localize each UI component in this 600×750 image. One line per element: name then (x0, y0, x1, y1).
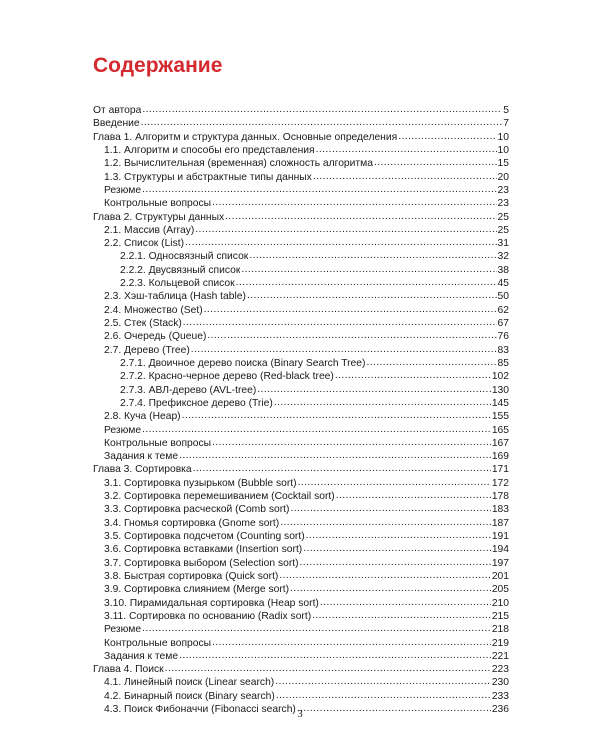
toc-entry-page: 15 (497, 158, 509, 170)
toc-leader-dots (165, 662, 491, 675)
toc-entry-page: 205 (491, 584, 509, 596)
toc-entry-label: 3.8. Быстрая сортировка (Quick sort) (104, 570, 279, 582)
toc-entry-page: 210 (491, 597, 509, 609)
toc-entry[interactable] (93, 597, 509, 610)
toc-leader-dots (212, 636, 491, 649)
toc-entry-label: 2.1. Массив (Array) (104, 224, 195, 236)
toc-leader-dots (195, 223, 496, 236)
toc-entry-page: 221 (491, 650, 509, 662)
toc-leader-dots (179, 449, 491, 462)
toc-entry-page: 233 (491, 690, 509, 702)
toc-entry-label: Глава 3. Сортировка (93, 464, 192, 476)
toc-entry-page: 20 (497, 171, 509, 183)
toc-leader-dots (241, 263, 496, 276)
toc-entry[interactable] (93, 530, 509, 543)
toc-leader-dots (335, 369, 491, 382)
toc-entry-label: 3.9. Сортировка слиянием (Merge sort) (104, 584, 290, 596)
toc-entry[interactable] (93, 290, 509, 303)
toc-leader-dots (249, 249, 496, 262)
toc-leader-dots (290, 582, 491, 595)
toc-entry-page: 67 (497, 318, 509, 329)
toc-leader-dots (179, 649, 491, 662)
toc-leader-dots (320, 596, 491, 609)
toc-entry-page: 50 (497, 291, 509, 303)
toc-leader-dots (141, 116, 503, 129)
toc-leader-dots (204, 303, 497, 316)
toc-entry-page: 62 (497, 304, 509, 316)
toc-entry[interactable] (93, 117, 509, 130)
table-of-contents (93, 104, 509, 716)
toc-entry-page: 223 (491, 664, 509, 676)
toc-entry-page: 23 (497, 184, 509, 196)
toc-entry-page: 194 (491, 544, 509, 556)
toc-entry-label: 1.3. Структуры и абстрактные типы данных (104, 171, 312, 183)
toc-entry-label: Резюме (104, 184, 142, 196)
toc-leader-dots (303, 542, 491, 555)
toc-entry[interactable] (93, 264, 509, 277)
toc-entry-page: 5 (503, 105, 509, 116)
toc-entry-page: 171 (491, 464, 509, 476)
toc-leader-dots (257, 383, 491, 396)
toc-entry[interactable] (93, 344, 509, 357)
toc-entry[interactable] (93, 623, 509, 636)
toc-entry-page: 38 (497, 264, 509, 276)
toc-entry[interactable] (93, 570, 509, 583)
toc-entry-label: 2.7.2. Красно-черное дерево (Red-black tree) (120, 371, 334, 383)
toc-entry[interactable] (93, 237, 509, 250)
toc-entry-page: 218 (491, 624, 509, 636)
toc-entry[interactable] (93, 277, 509, 290)
toc-leader-dots (225, 210, 496, 223)
toc-entry-page: 10 (497, 144, 509, 156)
toc-leader-dots (298, 476, 491, 489)
toc-leader-dots (336, 489, 491, 502)
toc-entry-label: 2.3. Хэш-таблица (Hash table) (104, 291, 246, 303)
toc-entry-label: 2.2.3. Кольцевой список (120, 278, 235, 290)
toc-entry-page: 45 (497, 278, 509, 290)
toc-entry[interactable] (93, 157, 509, 170)
toc-entry-label: Резюме (104, 424, 142, 436)
toc-entry[interactable] (93, 197, 509, 210)
toc-entry-label: 3.2. Сортировка перемешиванием (Cocktail sort) (104, 491, 335, 503)
toc-entry-page: 197 (491, 557, 509, 569)
toc-entry-label: 4.1. Линейный поиск (Linear search) (104, 677, 275, 689)
toc-entry[interactable] (93, 317, 509, 330)
toc-entry[interactable] (93, 463, 509, 476)
toc-entry-page: 183 (491, 504, 509, 516)
toc-leader-dots (275, 675, 491, 688)
toc-entry-label: 4.3. Поиск Фибоначчи (Fibonacci search) (104, 704, 296, 716)
toc-leader-dots (142, 183, 496, 196)
toc-entry-page: 76 (497, 331, 509, 343)
toc-entry[interactable] (93, 144, 509, 157)
toc-leader-dots (182, 409, 491, 422)
toc-entry-page: 187 (491, 517, 509, 529)
toc-leader-dots (142, 423, 491, 436)
toc-entry[interactable] (93, 211, 509, 224)
toc-entry-label: Задания к теме (104, 650, 179, 662)
toc-entry-page: 102 (491, 371, 509, 383)
toc-entry[interactable] (93, 424, 509, 437)
toc-entry-page: 25 (497, 211, 509, 223)
toc-entry[interactable] (93, 477, 509, 490)
toc-entry-page: 130 (491, 384, 509, 396)
toc-entry[interactable] (93, 131, 509, 144)
toc-entry[interactable] (93, 171, 509, 184)
toc-entry-page: 169 (491, 451, 509, 463)
toc-entry[interactable] (93, 330, 509, 343)
toc-entry-page: 167 (491, 437, 509, 449)
toc-entry-label: 3.1. Сортировка пузырьком (Bubble sort) (104, 477, 297, 489)
toc-entry-label: Глава 1. Алгоритм и структура данных. Основные определения (93, 131, 398, 143)
toc-entry-page: 83 (497, 344, 509, 356)
toc-entry-label: Контрольные вопросы (104, 637, 212, 649)
toc-entry-label: Задания к теме (104, 451, 179, 463)
toc-entry-label: Введение (93, 118, 140, 130)
toc-entry-label: 2.7.3. АВЛ-дерево (AVL-tree) (120, 384, 257, 396)
toc-entry[interactable] (93, 676, 509, 689)
toc-entry[interactable] (93, 370, 509, 383)
toc-entry[interactable] (93, 384, 509, 397)
toc-leader-dots (142, 622, 491, 635)
toc-entry-page: 25 (497, 224, 509, 236)
toc-leader-dots (142, 103, 502, 116)
toc-entry[interactable] (93, 583, 509, 596)
toc-entry-label: Глава 2. Структуры данных (93, 211, 225, 223)
toc-entry-page: 165 (491, 424, 509, 436)
toc-entry[interactable] (93, 304, 509, 317)
toc-entry[interactable] (93, 224, 509, 237)
toc-entry-page: 155 (491, 411, 509, 423)
toc-leader-dots (191, 343, 497, 356)
toc-entry[interactable] (93, 490, 509, 503)
toc-entry-label: 3.6. Сортировка вставками (Insertion sort) (104, 544, 303, 556)
toc-leader-dots (207, 329, 496, 342)
toc-entry-page: 10 (497, 131, 509, 143)
toc-leader-dots (247, 289, 497, 302)
toc-entry-label: 3.5. Сортировка подсчетом (Counting sort) (104, 531, 305, 542)
toc-entry[interactable] (93, 437, 509, 450)
toc-entry-page: 178 (491, 491, 509, 503)
toc-entry[interactable] (93, 650, 509, 663)
toc-entry-label: 3.7. Сортировка выбором (Selection sort) (104, 557, 299, 569)
toc-entry[interactable] (93, 410, 509, 423)
toc-entry-label: Контрольные вопросы (104, 437, 212, 449)
toc-leader-dots (212, 196, 496, 209)
toc-entry-page: 219 (491, 637, 509, 649)
toc-entry-label: 1.2. Вычислительная (временная) сложность алгоритма (104, 158, 373, 170)
toc-entry-label: 1.1. Алгоритм и способы его представления (104, 144, 315, 156)
toc-leader-dots (185, 236, 496, 249)
toc-entry-label: 2.5. Стек (Stack) (104, 318, 182, 329)
toc-entry-page: 230 (491, 677, 509, 689)
toc-entry-page: 7 (503, 118, 509, 130)
page-number: 3 (297, 708, 303, 720)
toc-leader-dots (374, 156, 497, 169)
page-title: Содержание (93, 54, 223, 77)
toc-entry[interactable] (93, 637, 509, 650)
toc-leader-dots (183, 316, 497, 329)
toc-entry-label: 2.7. Дерево (Tree) (104, 344, 190, 356)
toc-entry-label: 2.4. Множество (Set) (104, 304, 203, 316)
toc-leader-dots (193, 462, 491, 475)
toc-entry[interactable] (93, 543, 509, 556)
toc-entry[interactable] (93, 397, 509, 410)
toc-entry-label: 2.7.1. Двоичное дерево поиска (Binary Search Tree) (120, 357, 366, 369)
toc-leader-dots (276, 689, 491, 702)
toc-entry-label: 3.10. Пирамидальная сортировка (Heap sort) (104, 597, 319, 609)
toc-leader-dots (290, 502, 490, 515)
toc-entry-page: 32 (497, 251, 509, 263)
toc-entry[interactable] (93, 503, 509, 516)
toc-entry-label: 4.2. Бинарный поиск (Binary search) (104, 690, 275, 702)
toc-entry-page: 172 (491, 477, 509, 489)
toc-entry-label: Резюме (104, 624, 142, 636)
toc-entry-label: 2.2.1. Односвязный список (120, 251, 249, 263)
toc-leader-dots (280, 516, 491, 529)
toc-entry[interactable] (93, 104, 509, 117)
toc-entry-page: 191 (491, 531, 509, 542)
toc-entry-page: 23 (497, 198, 509, 210)
toc-leader-dots (236, 276, 497, 289)
toc-entry[interactable] (93, 610, 509, 623)
toc-entry-label: 3.3. Сортировка расческой (Comb sort) (104, 504, 290, 516)
toc-leader-dots (312, 609, 491, 622)
toc-leader-dots (306, 529, 491, 542)
toc-leader-dots (398, 130, 496, 143)
toc-entry-label: От автора (93, 105, 142, 116)
toc-entry-page: 215 (491, 610, 509, 622)
toc-entry-label: 2.2. Список (List) (104, 238, 185, 250)
toc-entry-label: Глава 4. Поиск (93, 664, 164, 676)
toc-entry-label: Контрольные вопросы (104, 198, 212, 210)
toc-entry-page: 201 (491, 570, 509, 582)
toc-entry[interactable] (93, 184, 509, 197)
toc-entry-label: 2.7.4. Префиксное дерево (Trie) (120, 397, 273, 409)
toc-entry-page: 85 (497, 357, 509, 369)
toc-entry[interactable] (93, 250, 509, 263)
toc-entry[interactable] (93, 517, 509, 530)
toc-leader-dots (279, 569, 490, 582)
toc-leader-dots (366, 356, 496, 369)
toc-entry-page: 31 (497, 238, 509, 250)
toc-entry-label: 2.2.2. Двусвязный список (120, 264, 241, 276)
toc-entry[interactable] (93, 663, 509, 676)
toc-entry-label: 3.4. Гномья сортировка (Gnome sort) (104, 517, 280, 529)
toc-entry-label: 2.6. Очередь (Queue) (104, 331, 207, 343)
toc-entry-label: 3.11. Сортировка по основанию (Radix sort) (104, 610, 312, 622)
toc-leader-dots (274, 396, 491, 409)
toc-leader-dots (300, 556, 491, 569)
toc-entry[interactable] (93, 690, 509, 703)
toc-leader-dots (313, 170, 497, 183)
toc-entry-page: 145 (491, 397, 509, 409)
toc-entry-page: 236 (491, 704, 509, 716)
toc-entry-label: 2.8. Куча (Heap) (104, 411, 181, 423)
toc-leader-dots (212, 436, 491, 449)
toc-entry[interactable] (93, 450, 509, 463)
toc-entry[interactable] (93, 357, 509, 370)
toc-entry[interactable] (93, 557, 509, 570)
toc-leader-dots (316, 143, 497, 156)
